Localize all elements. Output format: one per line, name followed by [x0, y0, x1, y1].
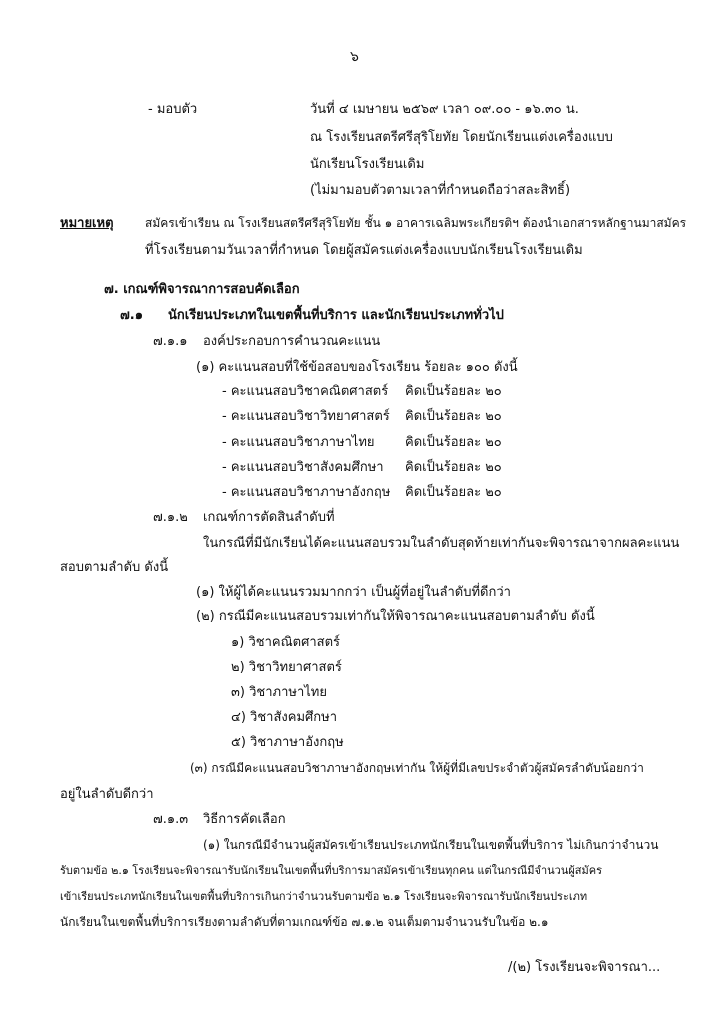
selection-paragraph-line-1: (๑) ในกรณีมีจำนวนผู้สมัครเข้าเรียนประเภทนักเรียนในเขตพื้นที่บริการ ไม่เกินกว่าจำนวน: [203, 838, 659, 852]
ranking-intro-line-2: สอบตามลำดับ ดังนี้: [60, 560, 169, 575]
subject-score-weight: คิดเป็นร้อยละ ๒๐: [405, 485, 502, 500]
section-7-1-2-title: เกณฑ์การตัดสินลำดับที่: [203, 510, 335, 525]
tiebreak-subject: ๓) วิชาภาษาไทย: [231, 685, 327, 700]
subject-score-name: - คะแนนสอบวิชาภาษาไทย: [222, 435, 375, 450]
tiebreak-subject: ๕) วิชาภาษาอังกฤษ: [231, 735, 344, 750]
tiebreak-subject: ๔) วิชาสังคมศึกษา: [231, 710, 338, 725]
schedule-line-2: ณ โรงเรียนสตรีศรีสุริโยทัย โดยนักเรียนแต่งเครื่องแบบ: [310, 130, 613, 145]
ranking-criterion-3: (๓) กรณีมีคะแนนสอบวิชาภาษาอังกฤษเท่ากัน ให้ผู้ที่มีเลขประจำตัวผู้สมัครลำดับน้อยกว่า: [190, 761, 644, 775]
subject-score-name: - คะแนนสอบวิชาภาษาอังกฤษ: [222, 485, 391, 500]
page-number: ๖: [350, 49, 359, 65]
remark-line-2: ที่โรงเรียนตามวันเวลาที่กำหนด โดยผู้สมัครแต่งเครื่องแบบนักเรียนโรงเรียนเดิม: [145, 243, 583, 258]
subject-score-weight: คิดเป็นร้อยละ ๒๐: [405, 460, 502, 475]
subject-score-name: - คะแนนสอบวิชาคณิตศาสตร์: [222, 384, 389, 399]
schedule-label: - มอบตัว: [148, 102, 198, 117]
subject-score-weight: คิดเป็นร้อยละ ๒๐: [405, 409, 502, 424]
section-7-1-1-number: ๗.๑.๑: [153, 334, 188, 349]
selection-paragraph-line-3: เข้าเรียนประเภทนักเรียนในเขตพื้นที่บริการเกินกว่าจำนวนรับตามข้อ ๒.๑ โรงเรียนจะพิจารณารับนักเรียนประเภท: [60, 890, 588, 903]
section-7-1-3-number: ๗.๑.๓: [153, 812, 189, 827]
selection-paragraph-line-4: นักเรียนในเขตพื้นที่บริการเรียงตามลำดับที่ตามเกณฑ์ข้อ ๗.๑.๒ จนเต็มตามจำนวนรับในข้อ ๒.๑: [60, 915, 549, 929]
ranking-intro-line-1: ในกรณีที่มีนักเรียนได้คะแนนสอบรวมในลำดับสุดท้ายเท่ากันจะพิจารณาจากผลคะแนน: [203, 536, 680, 551]
section-7-1-1-title: องค์ประกอบการคำนวณคะแนน: [203, 334, 381, 349]
remark-line-1: สมัครเข้าเรียน ณ โรงเรียนสตรีศรีสุริโยทัย ชั้น ๑ อาคารเฉลิมพระเกียรติฯ ต้องนำเอกสารหลักฐานมาสมัคร: [145, 216, 687, 230]
ranking-criterion-1: (๑) ให้ผู้ได้คะแนนรวมมากกว่า เป็นผู้ที่อยู่ในลำดับที่ดีกว่า: [196, 585, 511, 600]
remark-label: หมายเหตุ: [60, 216, 114, 231]
section-7-1-3-title: วิธีการคัดเลือก: [203, 812, 286, 827]
section-7-1-2-number: ๗.๑.๒: [153, 510, 188, 525]
schedule-line-1: วันที่ ๔ เมษายน ๒๕๖๙ เวลา ๐๙.๐๐ - ๑๖.๓๐ น.: [310, 102, 579, 117]
score-components-item: (๑) คะแนนสอบที่ใช้ข้อสอบของโรงเรียน ร้อยละ ๑๐๐ ดังนี้: [196, 360, 518, 375]
section-7-1-number: ๗.๑: [120, 308, 143, 323]
ranking-criterion-2: (๒) กรณีมีคะแนนสอบรวมเท่ากันให้พิจารณาคะแนนสอบตามลำดับ ดังนี้: [196, 609, 595, 624]
subject-score-weight: คิดเป็นร้อยละ ๒๐: [405, 384, 502, 399]
tiebreak-subject: ๑) วิชาคณิตศาสตร์: [231, 635, 340, 650]
subject-score-name: - คะแนนสอบวิชาวิทยาศาสตร์: [222, 409, 390, 424]
section-7-heading: ๗. เกณฑ์พิจารณาการสอบคัดเลือก: [104, 282, 300, 297]
section-7-1-title: นักเรียนประเภทในเขตพื้นที่บริการ และนักเรียนประเภททั่วไป: [168, 308, 504, 323]
schedule-line-3: นักเรียนโรงเรียนเดิม: [310, 157, 425, 172]
subject-score-weight: คิดเป็นร้อยละ ๒๐: [405, 435, 502, 450]
subject-score-name: - คะแนนสอบวิชาสังคมศึกษา: [222, 460, 384, 475]
schedule-line-4: (ไม่มามอบตัวตามเวลาที่กำหนดถือว่าสละสิทธิ์): [310, 183, 571, 198]
ranking-criterion-3-continued: อยู่ในลำดับดีกว่า: [60, 787, 154, 802]
continuation-note: /(๒) โรงเรียนจะพิจารณา...: [508, 960, 661, 975]
tiebreak-subject: ๒) วิชาวิทยาศาสตร์: [231, 660, 342, 675]
selection-paragraph-line-2: รับตามข้อ ๒.๑ โรงเรียนจะพิจารณารับนักเรียนในเขตพื้นที่บริการมาสมัครเข้าเรียนทุกคน แต่ในกรณีมีจำนวนผู้สมัคร: [60, 864, 603, 877]
